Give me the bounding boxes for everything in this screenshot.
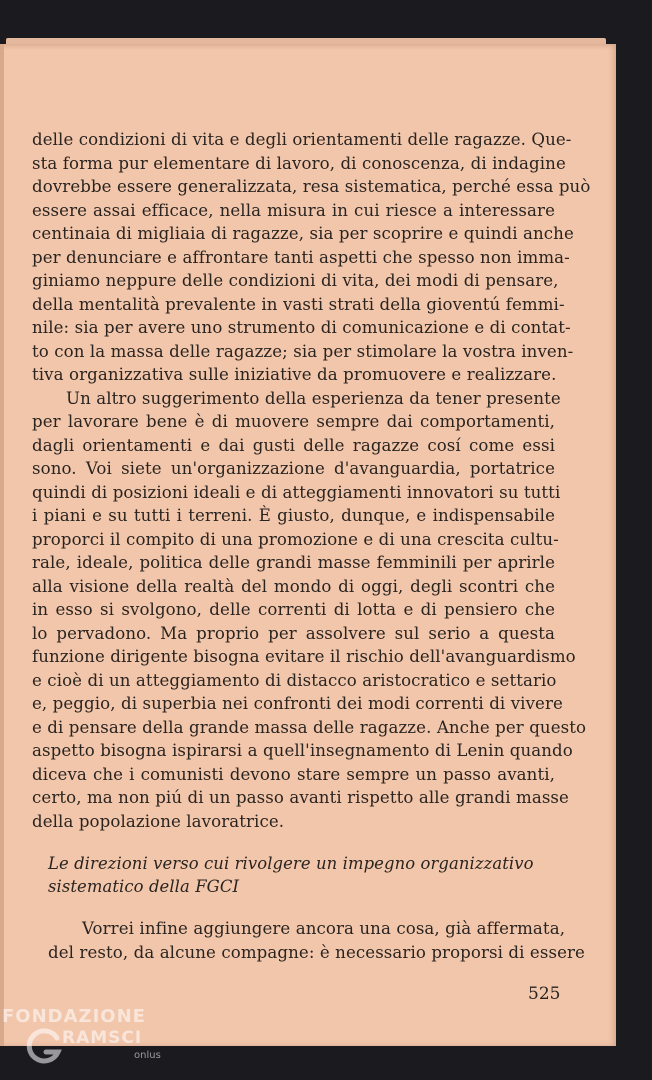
- text-line: in esso si svolgono, delle correnti di lotta e di pensiero che: [32, 600, 555, 619]
- text-line: per lavorare bene è di muovere sempre dai comportamenti,: [32, 412, 555, 431]
- text-line: aspetto bisogna ispirarsi a quell'insegnamento di Lenin quando: [32, 741, 573, 760]
- text-line: Un altro suggerimento della esperienza da tener presente: [66, 388, 561, 408]
- closing-paragraph: [48, 917, 585, 964]
- text-line: e cioè di un atteggiamento di distacco aristocratico e settario: [32, 670, 557, 690]
- text-line: sta forma pur elementare di lavoro, di conoscenza, di indagine: [32, 153, 566, 173]
- text-line: quindi di posizioni ideali e di atteggiamenti innovatori su tutti: [32, 482, 561, 502]
- page-number: 525: [528, 984, 561, 1004]
- text-line: e di pensare della grande massa delle ragazze. Anche per questo: [32, 717, 587, 737]
- text-line: dagli orientamenti e dai gusti delle ragazze cosí come essi: [32, 435, 555, 455]
- text-line: rale, ideale, politica delle grandi masse femminili per aprirle: [32, 553, 555, 572]
- text-line: nile: sia per avere uno strumento di comunicazione e di contat-: [32, 318, 571, 337]
- text-line: per denunciare e affrontare tanti aspetti che spesso non imma-: [32, 247, 570, 267]
- text-line: certo, ma non piú di un passo avanti rispetto alle grandi masse: [32, 788, 569, 807]
- section-heading: [48, 852, 558, 898]
- watermark-line3: onlus: [134, 1050, 161, 1061]
- text-line: e, peggio, di superbia nei confronti dei modi correnti di vivere: [32, 694, 563, 713]
- body-text: [32, 128, 591, 833]
- text-line: della popolazione lavoratrice.: [32, 811, 285, 831]
- text-line: dovrebbe essere generalizzata, resa sistematica, perché essa può: [32, 177, 591, 196]
- text-line: lo pervadono. Ma proprio per assolvere sul serio a questa: [32, 623, 555, 643]
- text-line: funzione dirigente bisogna evitare il rischio dell'avanguardismo: [32, 647, 576, 666]
- watermark-line1: FONDAZIONE: [2, 1006, 146, 1027]
- text-line: diceva che i comunisti devono stare sempre un passo avanti,: [32, 764, 555, 784]
- heading-line: Le direzioni verso cui rivolgere un impegno organizzativo: [48, 854, 534, 873]
- text-line: to con la massa delle ragazze; sia per stimolare la vostra inven-: [32, 341, 574, 361]
- text-line: centinaia di migliaia di ragazze, sia per scoprire e quindi anche: [32, 224, 574, 243]
- text-line: essere assai efficace, nella misura in cui riesce a interessare: [32, 200, 555, 220]
- watermark-logo: [2, 1006, 162, 1078]
- page-edge: [0, 44, 4, 1046]
- text-line: del resto, da alcune compagne: è necessario proporsi di essere: [48, 942, 585, 962]
- text-line: Vorrei infine aggiungere ancora una cosa, già affermata,: [82, 919, 566, 938]
- text-line: delle condizioni di vita e degli orientamenti delle ragazze. Que-: [32, 130, 572, 149]
- text-line: tiva organizzativa sulle iniziative da promuovere e realizzare.: [32, 365, 557, 384]
- text-line: della mentalità prevalente in vasti strati della gioventú femmi-: [32, 294, 565, 314]
- heading-line: sistematico della FGCI: [48, 877, 240, 896]
- text-line: sono. Voi siete un'organizzazione d'avanguardia, portatrice: [32, 459, 555, 478]
- text-line: proporci il compito di una promozione e di una crescita cultu-: [32, 529, 559, 549]
- g-logo-icon: [24, 1026, 64, 1066]
- text-line: giniamo neppure delle condizioni di vita, dei modi di pensare,: [32, 271, 559, 290]
- text-line: alla visione della realtà del mondo di oggi, degli scontri che: [32, 576, 555, 596]
- text-line: i piani e su tutti i terreni. È giusto, dunque, e indispensabile: [32, 506, 555, 525]
- watermark-line2: RAMSCI: [62, 1028, 143, 1048]
